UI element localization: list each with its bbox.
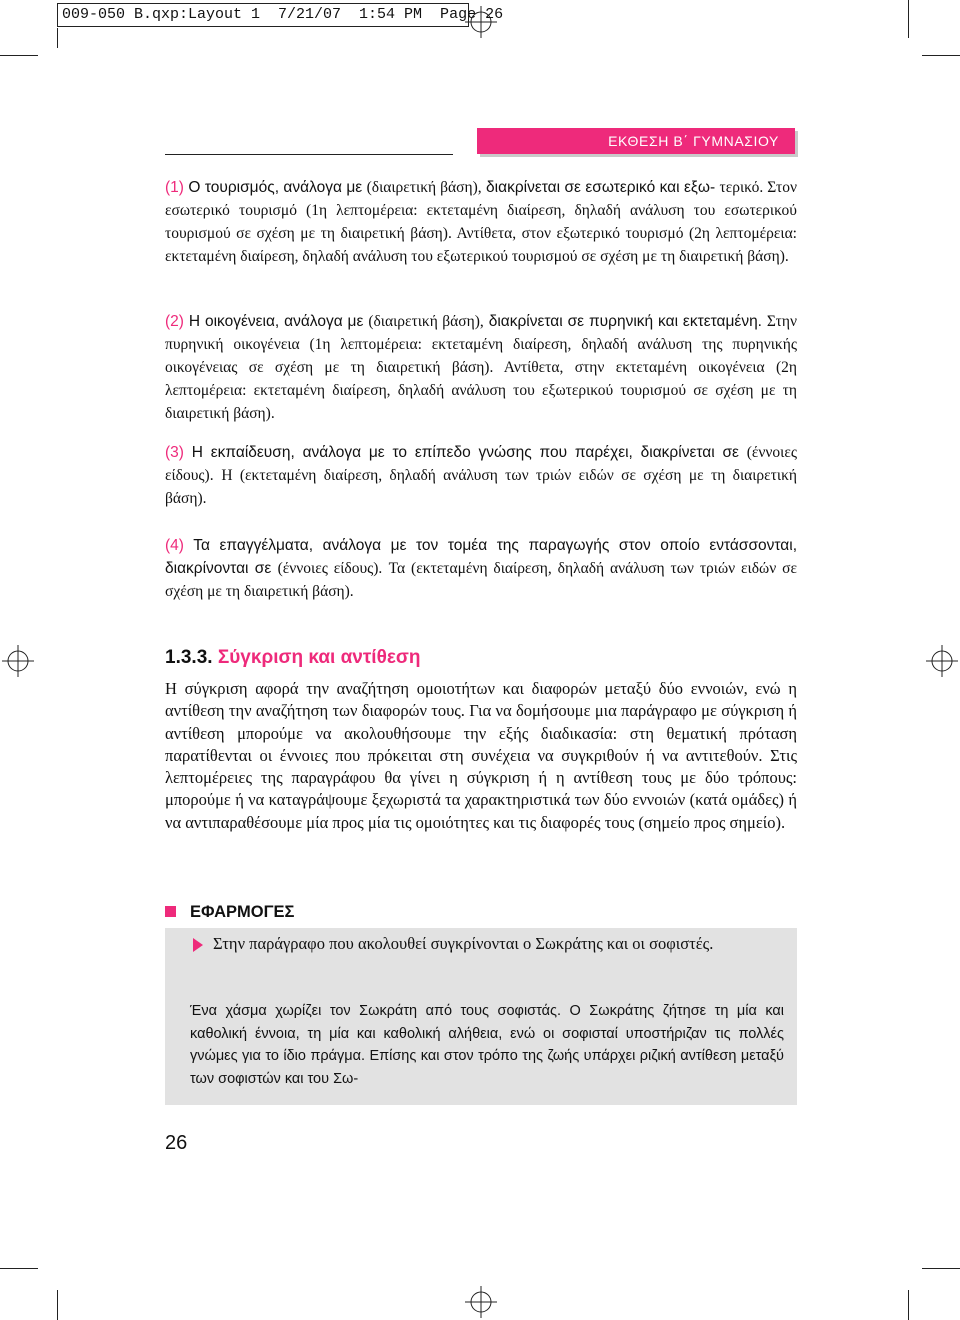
running-header: ΕΚΘΕΣΗ Β΄ ΓΥΜΝΑΣΙΟΥ <box>477 128 795 154</box>
crop-mark <box>57 28 58 48</box>
item-criterion: (διαιρετική βάση), <box>368 313 484 330</box>
registration-mark-icon <box>926 645 958 677</box>
item-lead: Ο τουρισμός, ανάλογα με <box>188 179 363 196</box>
item-number: (3) <box>165 444 184 461</box>
example-paragraph-3 <box>165 441 797 510</box>
example-paragraph-2 <box>165 310 797 425</box>
crop-mark <box>922 55 960 56</box>
registration-mark-icon <box>465 1286 497 1318</box>
crop-mark <box>57 1290 58 1320</box>
applications-excerpt: Ένα χάσμα χωρίζει τον Σωκράτη από τους σοφιστάς. Ο Σωκράτης ζήτησε τη μία και καθολική έννοια, τη μία και καθολική αλήθεια, ενώ οι σοφισταί υποστήριζαν τις πολλές γνώμες για το ίδιο πράγμα. Επίσης και στον τρόπο της ζωής υπάρχει ριζική αντίθεση μεταξύ των σοφιστών και του Σω- <box>190 1003 784 1087</box>
example-paragraph-1 <box>165 176 797 268</box>
square-bullet-icon <box>165 906 176 917</box>
triangle-bullet-icon <box>193 938 203 952</box>
item-body: Στην πυρηνική οικογένεια (1η λεπτομέρεια: εκτεταμένη διαίρεση, δηλαδή ανάλυση της πυρηνικής οικογένειας σε σχέση με τη διαιρετική βάση). Αντίθετα, στην εκτεταμένη οικογένεια (2η λεπτομέρεια: εκτεταμένη διαίρεση, δηλαδή ανάλυση του εξωτερικού τουρισμού σε σχέση με τη διαιρετική βάση). <box>165 313 797 422</box>
item-criterion: (διαιρετική βάση), <box>366 179 482 196</box>
item-lead-rest: διακρίνεται σε πυρηνική και εκτεταμένη. <box>488 313 762 330</box>
crop-mark <box>908 0 909 38</box>
crop-mark <box>922 1268 960 1269</box>
item-criterion: (έννοιες είδους). <box>165 444 797 484</box>
crop-mark <box>0 1268 38 1269</box>
crop-mark <box>0 55 38 56</box>
registration-mark-icon <box>2 645 34 677</box>
section-number: 1.3.3. <box>165 647 213 668</box>
example-paragraph-4 <box>165 534 797 603</box>
page-number: 26 <box>165 1132 188 1154</box>
item-lead-rest: διακρίνεται σε εσωτερικό και εξω- <box>486 179 716 196</box>
section-body: Η σύγκριση αφορά την αναζήτηση ομοιοτήτων και διαφορών μεταξύ δύο εννοιών, ενώ η αντίθεση την αναζήτηση των διαφορών τους. Για να δομήσουμε μια παράγραφο με σύγκριση ή αντίθεση μπορούμε να ακολουθήσουμε την εξής διαδικασία: στη θεματική πρόταση παρατίθενται οι έννοιες που πρόκειται στη συνέχεια να συγκριθούν ή να αντιτεθούν. Στις λεπτομέρειες της παραγράφου θα γίνει η σύγκριση ή η αντίθεση τους με δύο τρόπους: μπορούμε ή να καταγράψουμε ξεχωριστά τα χαρακτηριστικά των δύο εννοιών (κατά ομάδες) ή να αντιπαραθέσουμε μία προς μία τις ομοιότητες και τις διαφορές τους (σημείο προς σημείο). <box>165 679 797 832</box>
item-number: (4) <box>165 537 184 554</box>
applications-task: Στην παράγραφο που ακολουθεί συγκρίνονται ο Σωκράτης και οι σοφιστές. <box>213 934 714 953</box>
item-number: (1) <box>165 179 184 196</box>
section-heading <box>165 644 420 672</box>
item-body: τερικό. Στον εσωτερικό τουρισμό (1η λεπτομέρεια: εκτεταμένη διαίρεση, δηλαδή ανάλυση του εσωτερικού τουρισμού σε σχέση με τη διαιρετική βάση). Αντίθετα, στον εξωτερικό τουρισμό (2η λεπτομέρεια: εκτεταμένη διαίρεση, δηλαδή ανάλυση του εξωτερικού τουρισμού σε σχέση με τη διαιρετική βάση). <box>165 179 797 265</box>
item-criterion: (έννοιες είδους). <box>277 560 383 577</box>
item-number: (2) <box>165 313 184 330</box>
item-body: Η (εκτεταμένη διαίρεση, δηλαδή ανάλυση των τριών ειδών σε σχέση με τη διαιρετική βάση). <box>165 467 797 507</box>
crop-mark <box>908 1290 909 1320</box>
item-body: Τα (εκτεταμένη διαίρεση, δηλαδή ανάλυση των τριών ειδών σε σχέση με τη διαιρετική βάση). <box>165 560 797 600</box>
header-rule <box>165 154 453 155</box>
printer-slug: 009-050 B.qxp:Layout 1 7/21/07 1:54 PM Page 26 <box>57 3 469 27</box>
item-lead: Τα επαγγέλματα, ανάλογα με τον τομέα της παραγωγής στον οποίο εντάσσονται, διακρίνονται σε <box>165 537 797 577</box>
section-title: Σύγκριση και αντίθεση <box>217 647 421 668</box>
registration-mark-icon <box>465 6 497 38</box>
item-lead: Η οικογένεια, ανάλογα με <box>188 313 364 330</box>
applications-heading: ΕΦΑΡΜΟΓΕΣ <box>190 903 295 921</box>
item-lead: Η εκπαίδευση, ανάλογα με το επίπεδο γνώσης που παρέχει, διακρίνεται σε <box>191 444 739 461</box>
